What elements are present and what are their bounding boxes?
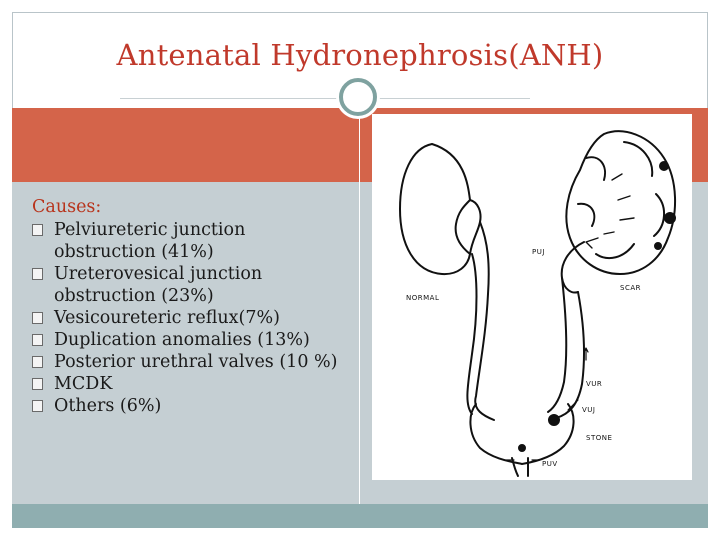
label-scar: SCAR	[620, 284, 641, 292]
slide-title: Antenatal Hydronephrosis(ANH)	[116, 38, 604, 72]
bullet-box-icon	[32, 378, 43, 390]
causes-section	[32, 196, 352, 417]
footer-band	[12, 504, 708, 528]
bullet-box-icon	[32, 356, 43, 368]
label-vur: VUR	[586, 380, 603, 388]
label-puv: PUV	[542, 460, 558, 468]
bladder	[470, 404, 573, 464]
dilated-ureter	[556, 292, 584, 418]
label-normal: NORMAL	[406, 294, 440, 302]
list-item: Duplication anomalies (13%)	[32, 329, 352, 351]
list-item: Others (6%)	[32, 395, 352, 417]
bullet-box-icon	[32, 334, 43, 346]
normal-ureter	[475, 222, 494, 420]
list-item: Posterior urethral valves (10 %)	[32, 351, 352, 373]
causes-list	[32, 219, 352, 417]
list-item: Ureterovesical junction obstruction (23%)	[32, 263, 352, 307]
normal-pelvis	[470, 200, 481, 254]
list-item: MCDK	[32, 373, 352, 395]
diagram-svg	[372, 114, 692, 480]
urinary-tract-diagram	[372, 114, 692, 480]
column-divider	[359, 108, 360, 504]
ring-ornament-icon	[339, 78, 377, 116]
bullet-box-icon	[32, 224, 43, 236]
label-stone: STONE	[586, 434, 613, 442]
normal-kidney	[400, 144, 470, 274]
title-rule	[120, 98, 530, 99]
label-vuj: VUJ	[582, 406, 596, 414]
dilated-pelvis	[562, 242, 584, 292]
hydronephrotic-kidney	[566, 131, 675, 274]
list-item: Pelviureteric junction obstruction (41%)	[32, 219, 352, 263]
label-puj: PUJ	[532, 248, 545, 256]
bullet-box-icon	[32, 312, 43, 324]
bullet-box-icon	[32, 400, 43, 412]
bullet-box-icon	[32, 268, 43, 280]
causes-heading: Causes:	[32, 197, 102, 217]
list-item: Vesicoureteric reflux(7%)	[32, 307, 352, 329]
